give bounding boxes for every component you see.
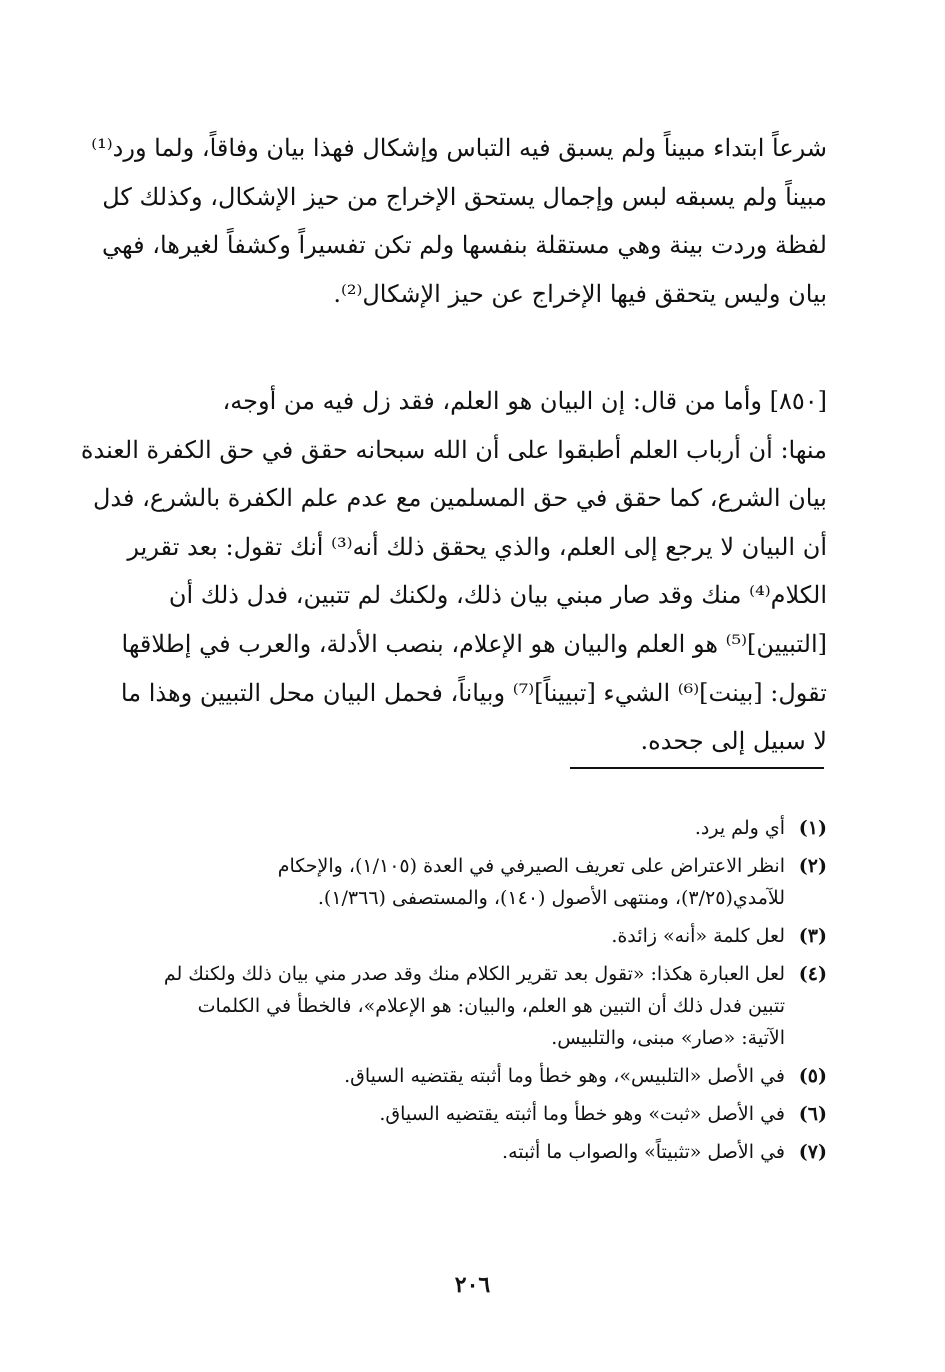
footnote-text: لعل العبارة هكذا: «تقول بعد تقرير الكلام منك وقد صدر مني بيان ذلك ولكنك لم (163, 963, 785, 985)
footnote-text: في الأصل «التلبيس»، وهو خطأ وما أثبته يقتضيه السياق. (344, 1065, 785, 1087)
footnote-7 (115, 1136, 827, 1168)
footnote-text: في الأصل «ثبت» وهو خطأ وما أثبته يقتضيه السياق. (379, 1103, 785, 1125)
footnote-text: في الأصل «تثبيتاً» والصواب ما أثبته. (502, 1141, 785, 1163)
footnote-4 (115, 958, 827, 1054)
footnote-1 (115, 812, 827, 844)
footnote-text: الآتية: «صار» مبنى، والتلبيس. (551, 1027, 785, 1049)
text-line: منها: أن أرباب العلم أطبقوا على أن الله سبحانه حقق في حق الكفرة العندة (80, 435, 827, 464)
footnote-2 (115, 850, 827, 914)
paragraph-850 (80, 377, 827, 766)
text-line: [٨٥٠] وأما من قال: إن البيان هو العلم، فقد زل فيه من أوجه، (222, 387, 827, 415)
text-line: لا سبيل إلى جحده. (640, 727, 827, 756)
text-line: مبيناً ولم يسبقه لبس وإجمال يستحق الإخراج من حيز الإشكال، وكذلك كل (102, 182, 827, 211)
footnote-number: (١) (798, 817, 827, 839)
footnote-number: (٥) (798, 1065, 827, 1087)
footnote-3 (115, 920, 827, 952)
text-line: الكلام⁽⁴⁾ منك وقد صار مبني بيان ذلك، ولكنك لم تتبين، فدل ذلك أن (168, 581, 827, 610)
footnote-number: (٢) (798, 855, 827, 877)
footnote-text: أي ولم يرد. (694, 817, 785, 839)
footnote-text: للآمدي(٣/٢٥)، ومنتهى الأصول (١٤٠)، والمستصفى (١/٣٦٦). (317, 887, 785, 909)
footnote-text: انظر الاعتراض على تعريف الصيرفي في العدة (١/١٠٥)، والإحكام (277, 855, 785, 877)
text-line: شرعاً ابتداء مبيناً ولم يسبق فيه التباس وإشكال فهذا بيان وفاقاً، ولما ورد⁽¹⁾ (91, 134, 827, 162)
footnote-separator (570, 767, 824, 769)
text-line: بيان وليس يتحقق فيها الإخراج عن حيز الإشكال⁽²⁾. (333, 279, 827, 308)
footnote-number: (٧) (798, 1141, 827, 1163)
footnote-5 (115, 1060, 827, 1092)
paragraph-continuation (91, 124, 827, 318)
text-line: [التبيين]⁽⁵⁾ هو العلم والبيان هو الإعلام، بنصب الأدلة، والعرب في إطلاقها (121, 629, 827, 658)
footnotes-list (115, 812, 827, 1174)
footnote-number: (٤) (798, 963, 827, 985)
text-line: تقول: [بينت]⁽⁶⁾ الشيء [تبييناً]⁽⁷⁾ وبياناً، فحمل البيان محل التبيين وهذا ما (120, 678, 827, 707)
footnote-text: تتبين فدل ذلك أن التبين هو العلم، والبيان: هو الإعلام»، فالخطأ في الكلمات (197, 995, 785, 1017)
text-line: بيان الشرع، كما حقق في حق المسلمين مع عدم علم الكفرة بالشرع، فدل (92, 484, 827, 513)
text-line: لفظة وردت بينة وهي مستقلة بنفسها ولم تكن تفسيراً وكشفاً لغيرها، فهي (102, 231, 827, 260)
footnote-6 (115, 1098, 827, 1130)
footnote-number: (٣) (798, 925, 827, 947)
footnote-number: (٦) (798, 1103, 827, 1125)
page-number: ٢٠٦ (454, 1272, 491, 1298)
footnote-text: لعل كلمة «أنه» زائدة. (611, 925, 785, 947)
text-line: أن البيان لا يرجع إلى العلم، والذي يحقق ذلك أنه⁽³⁾ أنك تقول: بعد تقرير (127, 532, 827, 561)
